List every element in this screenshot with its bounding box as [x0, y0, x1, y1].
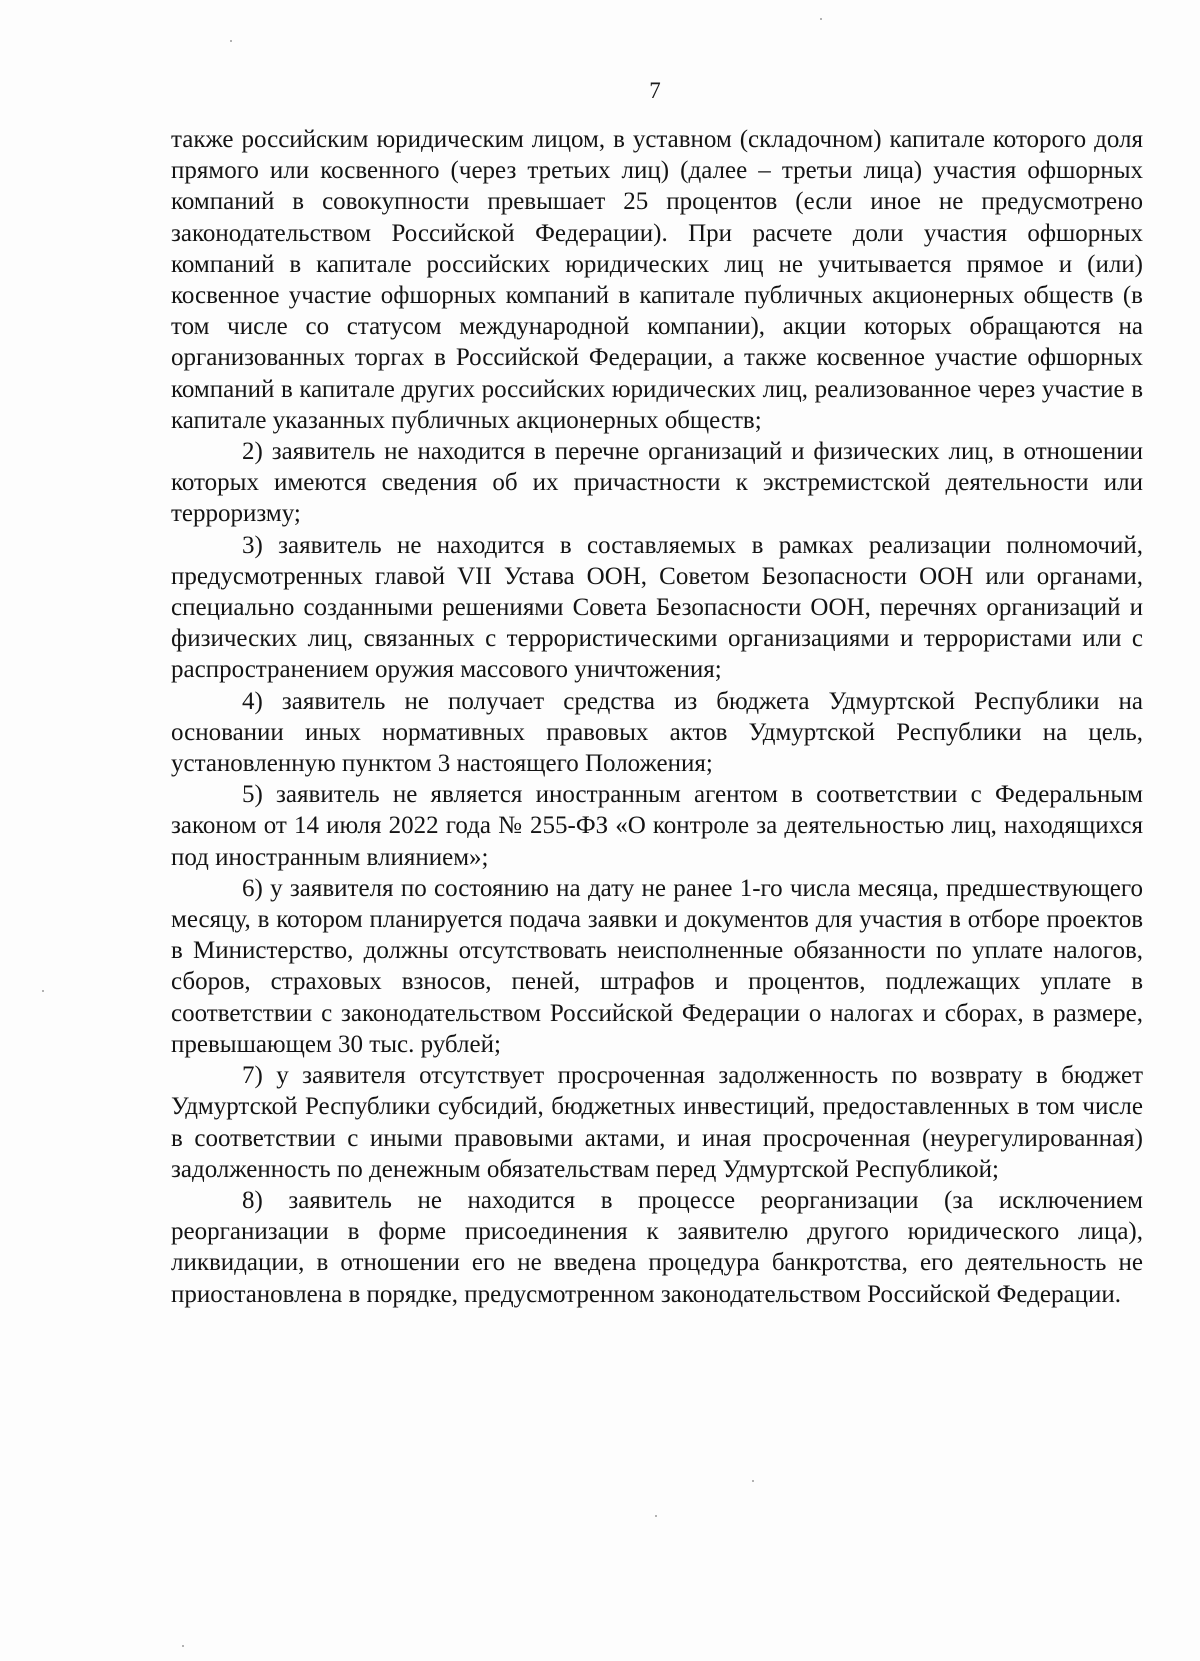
paragraph-offshore-participation: также российским юридическим лицом, в уставном (складочном) капитале которого доля прямого или косвенного (через третьих лиц) (далее – третьи лица) участия офшорных компаний в совокупности превышает 25 процентов (если иное не предусмотрено законодательством Российской Федерации). При расчете доли участия офшорных компаний в капитале российских юридических лиц не учитывается прямое и (или) косвенное участие офшорных компаний в капитале публичных акционерных обществ (в том числе со статусом международной компании), акции которых обращаются на организованных торгах в Российской Федерации, а также косвенное участие офшорных компаний в капитале других российских юридических лиц, реализованное через участие в капитале указанных публичных акционерных обществ; [171, 126, 1143, 434]
scan-speck [42, 990, 44, 992]
scan-speck [655, 1515, 657, 1517]
paragraph-item-3: 3) заявитель не находится в составляемых в рамках реализации полномочий, предусмотренных главой VII Устава ООН, Советом Безопасности ООН или органами, специально созданными решениями Совета Безопасности ООН, перечнях организаций и физических лиц, связанных с террористическими организациями и террористами или с распространением оружия массового уничтожения; [171, 531, 1143, 684]
paragraph-item-7: 7) у заявителя отсутствует просроченная задолженность по возврату в бюджет Удмуртской Республики субсидий, бюджетных инвестиций, предоставленных в том числе в соответствии с иными правовыми актами, и иная просроченная (неурегулированная) задолженность по денежным обязательствам перед Удмуртской Республикой; [171, 1062, 1143, 1183]
scan-speck [752, 1480, 754, 1482]
scan-speck [230, 40, 232, 42]
scan-speck [820, 18, 822, 20]
paragraph-item-6: 6) у заявителя по состоянию на дату не ранее 1-го числа месяца, предшествующего месяцу, в котором планируется подача заявки и документов для участия в отборе проектов в Министерство, должны отсутствовать неисполненные обязанности по уплате налогов, сборов, страховых взносов, пеней, штрафов и процентов, подлежащих уплате в соответствии с законодательством Российской Федерации о налогах и сборах, в размере, превышающем 30 тыс. рублей; [171, 874, 1143, 1058]
document-body [171, 124, 1143, 1310]
paragraph-item-5: 5) заявитель не является иностранным агентом в соответствии с Федеральным законом от 14 июля 2022 года № 255-ФЗ «О контроле за деятельностью лиц, находящихся под иностранным влиянием»; [171, 781, 1143, 871]
scan-speck [182, 1645, 184, 1647]
paragraph-item-2: 2) заявитель не находится в перечне организаций и физических лиц, в отношении которых имеются сведения об их причастности к экстремистской деятельности или терроризму; [171, 438, 1143, 528]
page-number: 7 [649, 78, 661, 103]
paragraph-item-4: 4) заявитель не получает средства из бюджета Удмуртской Республики на основании иных нормативных правовых актов Удмуртской Республики на цель, установленную пунктом 3 настоящего Положения; [171, 687, 1143, 778]
paragraph-item-8: 8) заявитель не находится в процессе реорганизации (за исключением реорганизации в форме присоединения к заявителю другого юридического лица), ликвидации, в отношении его не введена процедура банкротства, его деятельность не приостановлена в порядке, предусмотренном законодательством Российской Федерации. [171, 1186, 1143, 1308]
